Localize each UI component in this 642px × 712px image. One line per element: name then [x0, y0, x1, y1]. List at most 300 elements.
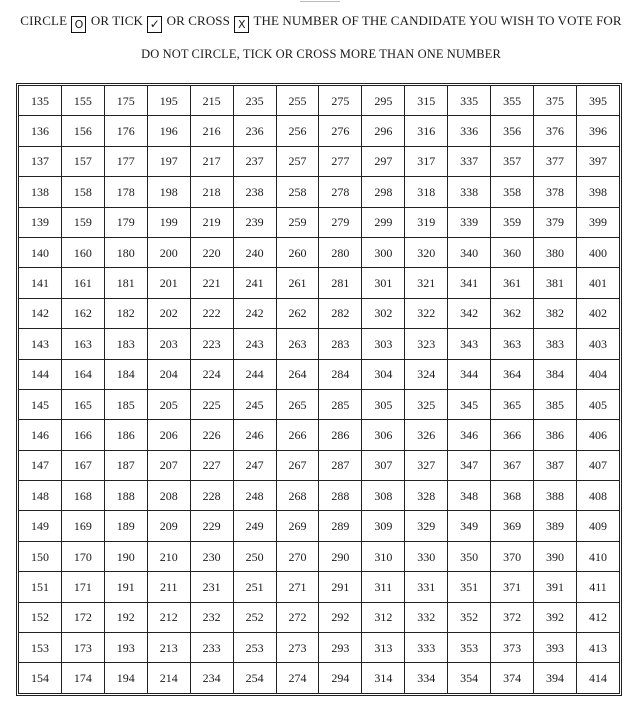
candidate-number-cell[interactable]: 344: [448, 359, 491, 389]
candidate-number-cell[interactable]: 223: [190, 329, 233, 359]
candidate-number-cell[interactable]: 260: [276, 237, 319, 267]
candidate-number-cell[interactable]: 348: [448, 481, 491, 511]
candidate-number-cell[interactable]: 215: [190, 86, 233, 116]
candidate-number-cell[interactable]: 274: [276, 663, 319, 694]
candidate-number-cell[interactable]: 164: [61, 359, 104, 389]
candidate-number-cell[interactable]: 388: [534, 481, 577, 511]
candidate-number-cell[interactable]: 225: [190, 389, 233, 419]
candidate-number-cell[interactable]: 185: [104, 389, 147, 419]
candidate-number-cell[interactable]: 189: [104, 511, 147, 541]
candidate-number-cell[interactable]: 329: [405, 511, 448, 541]
candidate-number-cell[interactable]: 292: [319, 602, 362, 632]
candidate-number-cell[interactable]: 359: [491, 207, 534, 237]
candidate-number-cell[interactable]: 390: [534, 541, 577, 571]
candidate-number-cell[interactable]: 346: [448, 420, 491, 450]
candidate-number-cell[interactable]: 393: [534, 633, 577, 663]
candidate-number-cell[interactable]: 384: [534, 359, 577, 389]
candidate-number-cell[interactable]: 144: [19, 359, 62, 389]
candidate-number-cell[interactable]: 275: [319, 86, 362, 116]
candidate-number-cell[interactable]: 250: [233, 541, 276, 571]
candidate-number-cell[interactable]: 158: [61, 177, 104, 207]
candidate-number-cell[interactable]: 188: [104, 481, 147, 511]
candidate-number-cell[interactable]: 283: [319, 329, 362, 359]
ballot-row: [19, 572, 620, 602]
candidate-number-cell[interactable]: 298: [362, 177, 405, 207]
candidate-number-cell[interactable]: 398: [576, 177, 619, 207]
candidate-number-cell[interactable]: 318: [405, 177, 448, 207]
candidate-number-cell[interactable]: 214: [147, 663, 190, 694]
candidate-number-cell[interactable]: 151: [19, 572, 62, 602]
candidate-number-cell[interactable]: 400: [576, 237, 619, 267]
candidate-number-cell[interactable]: 143: [19, 329, 62, 359]
candidate-number-cell[interactable]: 343: [448, 329, 491, 359]
circle-symbol-icon: O: [71, 16, 86, 33]
candidate-number-cell[interactable]: 252: [233, 602, 276, 632]
candidate-number-cell[interactable]: 397: [576, 146, 619, 176]
candidate-number-cell[interactable]: 211: [147, 572, 190, 602]
candidate-number-cell[interactable]: 337: [448, 146, 491, 176]
candidate-number-cell[interactable]: 234: [190, 663, 233, 694]
ballot-row: [19, 420, 620, 450]
candidate-number-cell[interactable]: 172: [61, 602, 104, 632]
candidate-number-cell[interactable]: 191: [104, 572, 147, 602]
candidate-number-cell[interactable]: 326: [405, 420, 448, 450]
candidate-number-cell[interactable]: 411: [576, 572, 619, 602]
candidate-number-cell[interactable]: 209: [147, 511, 190, 541]
candidate-number-cell[interactable]: 212: [147, 602, 190, 632]
candidate-number-cell[interactable]: 409: [576, 511, 619, 541]
candidate-number-cell[interactable]: 208: [147, 481, 190, 511]
candidate-number-cell[interactable]: 171: [61, 572, 104, 602]
candidate-number-cell[interactable]: 391: [534, 572, 577, 602]
candidate-number-cell[interactable]: 281: [319, 268, 362, 298]
candidate-number-cell[interactable]: 366: [491, 420, 534, 450]
candidate-number-cell[interactable]: 204: [147, 359, 190, 389]
candidate-number-cell[interactable]: 364: [491, 359, 534, 389]
candidate-number-cell[interactable]: 166: [61, 420, 104, 450]
candidate-number-cell[interactable]: 294: [319, 663, 362, 694]
candidate-number-cell[interactable]: 190: [104, 541, 147, 571]
candidate-number-cell[interactable]: 179: [104, 207, 147, 237]
candidate-number-cell[interactable]: 152: [19, 602, 62, 632]
candidate-number-cell[interactable]: 379: [534, 207, 577, 237]
candidate-number-cell[interactable]: 170: [61, 541, 104, 571]
candidate-number-cell[interactable]: 288: [319, 481, 362, 511]
candidate-number-cell[interactable]: 222: [190, 298, 233, 328]
candidate-number-cell[interactable]: 257: [276, 146, 319, 176]
candidate-number-cell[interactable]: 146: [19, 420, 62, 450]
candidate-number-cell[interactable]: 338: [448, 177, 491, 207]
candidate-number-cell[interactable]: 216: [190, 116, 233, 146]
candidate-number-cell[interactable]: 285: [319, 389, 362, 419]
candidate-number-cell[interactable]: 402: [576, 298, 619, 328]
candidate-number-cell[interactable]: 155: [61, 86, 104, 116]
candidate-number-table: [18, 85, 620, 694]
candidate-number-cell[interactable]: 279: [319, 207, 362, 237]
candidate-number-cell[interactable]: 150: [19, 541, 62, 571]
candidate-number-cell[interactable]: 395: [576, 86, 619, 116]
candidate-number-cell[interactable]: 242: [233, 298, 276, 328]
candidate-number-cell[interactable]: 138: [19, 177, 62, 207]
candidate-number-cell[interactable]: 282: [319, 298, 362, 328]
candidate-number-cell[interactable]: 369: [491, 511, 534, 541]
ballot-row: [19, 663, 620, 694]
candidate-number-cell[interactable]: 247: [233, 450, 276, 480]
candidate-number-cell[interactable]: 310: [362, 541, 405, 571]
candidate-number-cell[interactable]: 139: [19, 207, 62, 237]
candidate-number-cell[interactable]: 325: [405, 389, 448, 419]
candidate-number-cell[interactable]: 349: [448, 511, 491, 541]
candidate-number-cell[interactable]: 403: [576, 329, 619, 359]
candidate-number-cell[interactable]: 165: [61, 389, 104, 419]
candidate-number-cell[interactable]: 237: [233, 146, 276, 176]
candidate-number-cell[interactable]: 173: [61, 633, 104, 663]
candidate-number-cell[interactable]: 405: [576, 389, 619, 419]
candidate-number-cell[interactable]: 192: [104, 602, 147, 632]
candidate-number-cell[interactable]: 301: [362, 268, 405, 298]
candidate-number-cell[interactable]: 219: [190, 207, 233, 237]
candidate-number-cell[interactable]: 407: [576, 450, 619, 480]
candidate-number-cell[interactable]: 387: [534, 450, 577, 480]
candidate-number-cell[interactable]: 239: [233, 207, 276, 237]
candidate-number-cell[interactable]: 320: [405, 237, 448, 267]
candidate-number-cell[interactable]: 161: [61, 268, 104, 298]
candidate-number-cell[interactable]: 290: [319, 541, 362, 571]
candidate-number-cell[interactable]: 181: [104, 268, 147, 298]
candidate-number-cell[interactable]: 201: [147, 268, 190, 298]
candidate-number-cell[interactable]: 280: [319, 237, 362, 267]
candidate-number-cell[interactable]: 330: [405, 541, 448, 571]
candidate-number-cell[interactable]: 246: [233, 420, 276, 450]
candidate-number-cell[interactable]: 345: [448, 389, 491, 419]
candidate-number-cell[interactable]: 273: [276, 633, 319, 663]
candidate-number-cell[interactable]: 362: [491, 298, 534, 328]
candidate-number-cell[interactable]: 137: [19, 146, 62, 176]
candidate-number-rows: [19, 86, 620, 694]
candidate-number-cell[interactable]: 197: [147, 146, 190, 176]
candidate-number-cell[interactable]: 410: [576, 541, 619, 571]
candidate-number-cell[interactable]: 317: [405, 146, 448, 176]
candidate-number-cell[interactable]: 339: [448, 207, 491, 237]
candidate-number-cell[interactable]: 157: [61, 146, 104, 176]
candidate-number-cell[interactable]: 272: [276, 602, 319, 632]
candidate-number-cell[interactable]: 350: [448, 541, 491, 571]
candidate-number-cell[interactable]: 142: [19, 298, 62, 328]
candidate-number-cell[interactable]: 217: [190, 146, 233, 176]
candidate-number-cell[interactable]: 413: [576, 633, 619, 663]
candidate-number-cell[interactable]: 385: [534, 389, 577, 419]
candidate-number-cell[interactable]: 334: [405, 663, 448, 694]
candidate-number-cell[interactable]: 286: [319, 420, 362, 450]
candidate-number-cell[interactable]: 304: [362, 359, 405, 389]
candidate-number-cell[interactable]: 154: [19, 663, 62, 694]
candidate-number-cell[interactable]: 289: [319, 511, 362, 541]
candidate-number-cell[interactable]: 206: [147, 420, 190, 450]
candidate-number-cell[interactable]: 202: [147, 298, 190, 328]
candidate-number-cell[interactable]: 159: [61, 207, 104, 237]
candidate-number-cell[interactable]: 412: [576, 602, 619, 632]
candidate-number-cell[interactable]: 238: [233, 177, 276, 207]
candidate-number-cell[interactable]: 368: [491, 481, 534, 511]
candidate-number-cell[interactable]: 187: [104, 450, 147, 480]
candidate-number-cell[interactable]: 311: [362, 572, 405, 602]
candidate-number-cell[interactable]: 262: [276, 298, 319, 328]
candidate-number-cell[interactable]: 229: [190, 511, 233, 541]
candidate-number-cell[interactable]: 378: [534, 177, 577, 207]
candidate-number-cell[interactable]: 205: [147, 389, 190, 419]
candidate-number-cell[interactable]: 352: [448, 602, 491, 632]
candidate-number-cell[interactable]: 383: [534, 329, 577, 359]
candidate-number-cell[interactable]: 177: [104, 146, 147, 176]
candidate-number-cell[interactable]: 145: [19, 389, 62, 419]
candidate-number-cell[interactable]: 370: [491, 541, 534, 571]
candidate-number-cell[interactable]: 305: [362, 389, 405, 419]
candidate-number-cell[interactable]: 249: [233, 511, 276, 541]
candidate-number-cell[interactable]: 135: [19, 86, 62, 116]
candidate-number-cell[interactable]: 186: [104, 420, 147, 450]
candidate-number-cell[interactable]: 406: [576, 420, 619, 450]
candidate-number-cell[interactable]: 241: [233, 268, 276, 298]
candidate-number-cell[interactable]: 399: [576, 207, 619, 237]
candidate-number-cell[interactable]: 267: [276, 450, 319, 480]
candidate-number-cell[interactable]: 361: [491, 268, 534, 298]
candidate-number-cell[interactable]: 300: [362, 237, 405, 267]
candidate-number-cell[interactable]: 394: [534, 663, 577, 694]
ballot-row: [19, 298, 620, 328]
candidate-number-cell[interactable]: 327: [405, 450, 448, 480]
candidate-number-cell[interactable]: 153: [19, 633, 62, 663]
candidate-number-cell[interactable]: 396: [576, 116, 619, 146]
candidate-number-cell[interactable]: 323: [405, 329, 448, 359]
candidate-number-cell[interactable]: 160: [61, 237, 104, 267]
candidate-number-cell[interactable]: 224: [190, 359, 233, 389]
candidate-number-cell[interactable]: 376: [534, 116, 577, 146]
voting-instruction: [0, 13, 642, 33]
candidate-number-cell[interactable]: 293: [319, 633, 362, 663]
candidate-number-cell[interactable]: 414: [576, 663, 619, 694]
candidate-number-cell[interactable]: 269: [276, 511, 319, 541]
candidate-number-cell[interactable]: 259: [276, 207, 319, 237]
candidate-number-cell[interactable]: 408: [576, 481, 619, 511]
candidate-number-cell[interactable]: 156: [61, 116, 104, 146]
candidate-number-cell[interactable]: 389: [534, 511, 577, 541]
candidate-number-cell[interactable]: 328: [405, 481, 448, 511]
candidate-number-cell[interactable]: 174: [61, 663, 104, 694]
candidate-number-cell[interactable]: 299: [362, 207, 405, 237]
candidate-number-cell[interactable]: 287: [319, 450, 362, 480]
ballot-row: [19, 146, 620, 176]
candidate-number-cell[interactable]: 203: [147, 329, 190, 359]
candidate-number-cell[interactable]: 331: [405, 572, 448, 602]
candidate-number-cell[interactable]: 355: [491, 86, 534, 116]
candidate-number-cell[interactable]: 175: [104, 86, 147, 116]
candidate-number-cell[interactable]: 236: [233, 116, 276, 146]
candidate-number-cell[interactable]: 256: [276, 116, 319, 146]
candidate-number-cell[interactable]: 358: [491, 177, 534, 207]
candidate-number-cell[interactable]: 220: [190, 237, 233, 267]
candidate-number-cell[interactable]: 307: [362, 450, 405, 480]
candidate-number-cell[interactable]: 196: [147, 116, 190, 146]
candidate-number-cell[interactable]: 380: [534, 237, 577, 267]
candidate-number-cell[interactable]: 319: [405, 207, 448, 237]
candidate-number-cell[interactable]: 342: [448, 298, 491, 328]
candidate-number-cell[interactable]: 194: [104, 663, 147, 694]
candidate-number-cell[interactable]: 245: [233, 389, 276, 419]
candidate-number-cell[interactable]: 251: [233, 572, 276, 602]
candidate-number-cell[interactable]: 271: [276, 572, 319, 602]
candidate-number-cell[interactable]: 321: [405, 268, 448, 298]
candidate-number-cell[interactable]: 322: [405, 298, 448, 328]
candidate-number-cell[interactable]: 221: [190, 268, 233, 298]
candidate-number-cell[interactable]: 195: [147, 86, 190, 116]
candidate-number-cell[interactable]: 243: [233, 329, 276, 359]
candidate-number-cell[interactable]: 231: [190, 572, 233, 602]
candidate-number-cell[interactable]: 148: [19, 481, 62, 511]
candidate-number-cell[interactable]: 371: [491, 572, 534, 602]
candidate-number-cell[interactable]: 198: [147, 177, 190, 207]
candidate-number-cell[interactable]: 178: [104, 177, 147, 207]
candidate-number-cell[interactable]: 276: [319, 116, 362, 146]
candidate-number-cell[interactable]: 332: [405, 602, 448, 632]
candidate-number-cell[interactable]: 254: [233, 663, 276, 694]
candidate-number-cell[interactable]: 365: [491, 389, 534, 419]
candidate-number-cell[interactable]: 210: [147, 541, 190, 571]
candidate-number-cell[interactable]: 306: [362, 420, 405, 450]
candidate-number-cell[interactable]: 233: [190, 633, 233, 663]
candidate-number-cell[interactable]: 228: [190, 481, 233, 511]
candidate-number-cell[interactable]: 168: [61, 481, 104, 511]
candidate-number-cell[interactable]: 213: [147, 633, 190, 663]
candidate-number-cell[interactable]: 226: [190, 420, 233, 450]
candidate-number-cell[interactable]: 199: [147, 207, 190, 237]
candidate-number-cell[interactable]: 309: [362, 511, 405, 541]
candidate-number-cell[interactable]: 353: [448, 633, 491, 663]
candidate-number-cell[interactable]: 367: [491, 450, 534, 480]
candidate-number-cell[interactable]: 382: [534, 298, 577, 328]
candidate-number-cell[interactable]: 248: [233, 481, 276, 511]
candidate-number-cell[interactable]: 296: [362, 116, 405, 146]
candidate-number-cell[interactable]: 193: [104, 633, 147, 663]
candidate-number-cell[interactable]: 360: [491, 237, 534, 267]
candidate-number-cell[interactable]: 207: [147, 450, 190, 480]
candidate-number-cell[interactable]: 270: [276, 541, 319, 571]
candidate-number-cell[interactable]: 230: [190, 541, 233, 571]
candidate-number-cell[interactable]: 375: [534, 86, 577, 116]
candidate-number-cell[interactable]: 315: [405, 86, 448, 116]
candidate-number-cell[interactable]: 401: [576, 268, 619, 298]
candidate-number-cell[interactable]: 341: [448, 268, 491, 298]
candidate-number-cell[interactable]: 268: [276, 481, 319, 511]
candidate-number-cell[interactable]: 316: [405, 116, 448, 146]
candidate-number-cell[interactable]: 340: [448, 237, 491, 267]
candidate-number-cell[interactable]: 381: [534, 268, 577, 298]
candidate-number-cell[interactable]: 200: [147, 237, 190, 267]
ballot-row: [19, 116, 620, 146]
candidate-number-cell[interactable]: 163: [61, 329, 104, 359]
candidate-number-cell[interactable]: 356: [491, 116, 534, 146]
candidate-number-cell[interactable]: 169: [61, 511, 104, 541]
candidate-number-cell[interactable]: 184: [104, 359, 147, 389]
candidate-number-cell[interactable]: 183: [104, 329, 147, 359]
candidate-number-cell[interactable]: 295: [362, 86, 405, 116]
candidate-number-cell[interactable]: 136: [19, 116, 62, 146]
candidate-number-cell[interactable]: 372: [491, 602, 534, 632]
candidate-number-cell[interactable]: 162: [61, 298, 104, 328]
candidate-number-cell[interactable]: 357: [491, 146, 534, 176]
candidate-number-cell[interactable]: 266: [276, 420, 319, 450]
candidate-number-cell[interactable]: 149: [19, 511, 62, 541]
candidate-number-cell[interactable]: 363: [491, 329, 534, 359]
candidate-number-cell[interactable]: 278: [319, 177, 362, 207]
candidate-number-cell[interactable]: 291: [319, 572, 362, 602]
candidate-number-cell[interactable]: 232: [190, 602, 233, 632]
candidate-number-cell[interactable]: 302: [362, 298, 405, 328]
cross-word: OR CROSS: [166, 13, 230, 28]
candidate-number-cell[interactable]: 354: [448, 663, 491, 694]
ballot-row: [19, 633, 620, 663]
tick-word: OR TICK: [90, 13, 143, 28]
candidate-number-cell[interactable]: 351: [448, 572, 491, 602]
candidate-number-cell[interactable]: 235: [233, 86, 276, 116]
candidate-number-cell[interactable]: 258: [276, 177, 319, 207]
candidate-number-cell[interactable]: 336: [448, 116, 491, 146]
candidate-number-cell[interactable]: 314: [362, 663, 405, 694]
candidate-number-cell[interactable]: 141: [19, 268, 62, 298]
candidate-number-cell[interactable]: 308: [362, 481, 405, 511]
candidate-number-cell[interactable]: 261: [276, 268, 319, 298]
candidate-number-cell[interactable]: 313: [362, 633, 405, 663]
candidate-number-cell[interactable]: 303: [362, 329, 405, 359]
candidate-number-cell[interactable]: 284: [319, 359, 362, 389]
candidate-number-cell[interactable]: 277: [319, 146, 362, 176]
candidate-number-cell[interactable]: 182: [104, 298, 147, 328]
candidate-number-cell[interactable]: 386: [534, 420, 577, 450]
ballot-row: [19, 389, 620, 419]
ballot-row: [19, 602, 620, 632]
ballot-row: [19, 177, 620, 207]
candidate-number-cell[interactable]: 240: [233, 237, 276, 267]
candidate-number-cell[interactable]: 347: [448, 450, 491, 480]
candidate-number-cell[interactable]: 265: [276, 389, 319, 419]
ballot-row: [19, 207, 620, 237]
candidate-number-cell[interactable]: 324: [405, 359, 448, 389]
candidate-number-cell[interactable]: 244: [233, 359, 276, 389]
candidate-number-cell[interactable]: 312: [362, 602, 405, 632]
candidate-number-cell[interactable]: 180: [104, 237, 147, 267]
candidate-number-cell[interactable]: 176: [104, 116, 147, 146]
candidate-number-cell[interactable]: 392: [534, 602, 577, 632]
candidate-number-cell[interactable]: 333: [405, 633, 448, 663]
ballot-row: [19, 268, 620, 298]
instruction-tail: THE NUMBER OF THE CANDIDATE YOU WISH TO VOTE FOR: [253, 13, 622, 28]
candidate-number-cell[interactable]: 297: [362, 146, 405, 176]
candidate-number-cell[interactable]: 167: [61, 450, 104, 480]
candidate-number-cell[interactable]: 263: [276, 329, 319, 359]
candidate-number-cell[interactable]: 264: [276, 359, 319, 389]
candidate-number-cell[interactable]: 335: [448, 86, 491, 116]
candidate-number-cell[interactable]: 377: [534, 146, 577, 176]
candidate-number-cell[interactable]: 374: [491, 663, 534, 694]
candidate-number-cell[interactable]: 253: [233, 633, 276, 663]
candidate-number-cell[interactable]: 404: [576, 359, 619, 389]
candidate-number-cell[interactable]: 218: [190, 177, 233, 207]
candidate-number-cell[interactable]: 373: [491, 633, 534, 663]
candidate-number-cell[interactable]: 227: [190, 450, 233, 480]
candidate-number-cell[interactable]: 140: [19, 237, 62, 267]
ballot-row: [19, 329, 620, 359]
candidate-number-cell[interactable]: 255: [276, 86, 319, 116]
candidate-number-cell[interactable]: 147: [19, 450, 62, 480]
